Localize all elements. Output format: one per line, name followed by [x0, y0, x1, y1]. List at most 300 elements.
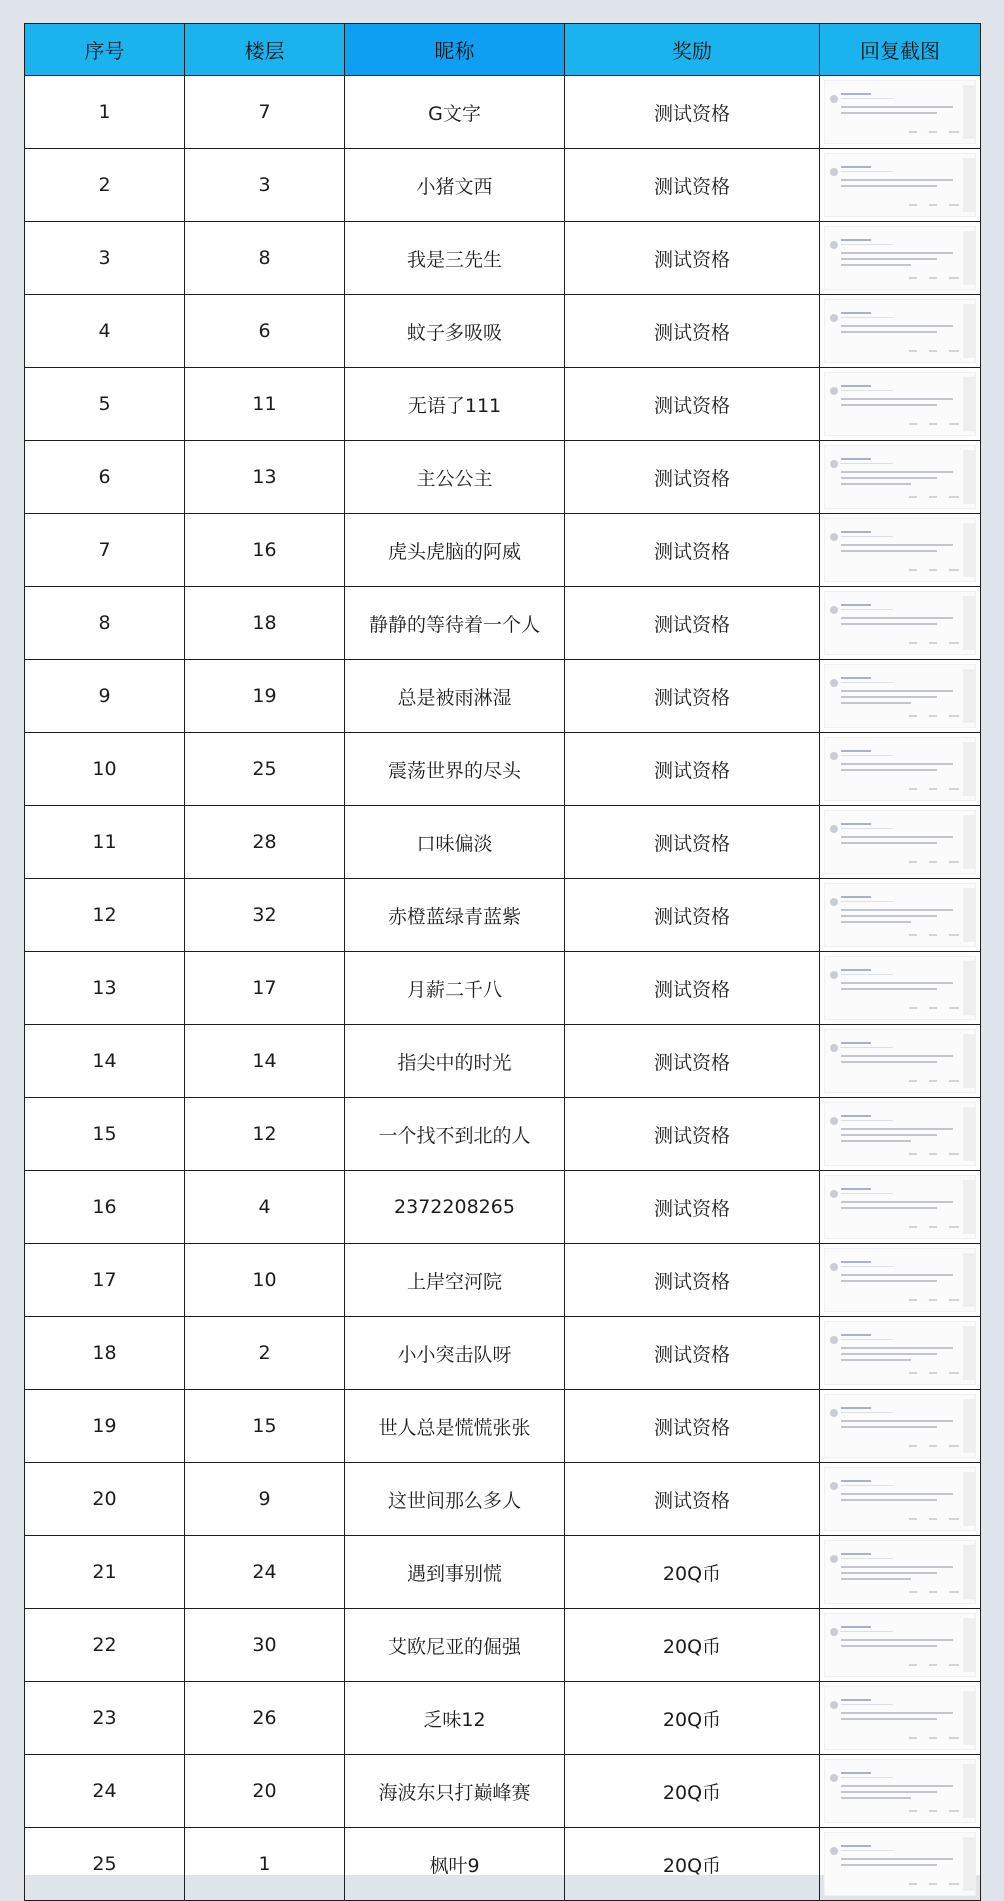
cell-nickname: 小猪文西 [345, 149, 565, 222]
thumbnail-text-line [841, 185, 937, 187]
table-row [25, 879, 981, 952]
thumbnail-actions [909, 496, 959, 498]
thumbnail-text-line [841, 909, 953, 911]
thumbnail-text-line [841, 544, 953, 546]
thumbnail-text-line [841, 1639, 953, 1641]
table-row [25, 1463, 981, 1536]
header-nickname: 昵称 [345, 24, 565, 76]
reply-screenshot-thumbnail[interactable] [824, 1613, 976, 1677]
thumbnail-text-line [841, 690, 953, 692]
cell-index: 15 [25, 1098, 185, 1171]
thumbnail-actions [909, 1007, 959, 1009]
thumbnail-name-line [841, 823, 871, 825]
avatar-icon [830, 1190, 838, 1198]
cell-index: 1 [25, 76, 185, 149]
thumbnail-actions [909, 1299, 959, 1301]
cell-floor: 16 [185, 514, 345, 587]
thumbnail-text-line [841, 982, 953, 984]
cell-index: 21 [25, 1536, 185, 1609]
avatar-icon [830, 679, 838, 687]
reply-screenshot-thumbnail[interactable] [824, 1394, 976, 1458]
thumbnail-meta-line [841, 1339, 893, 1340]
thumbnail-text-line [841, 1493, 953, 1495]
thumbnail-text-line [841, 1134, 937, 1136]
thumbnail-text-line [841, 550, 937, 552]
table-row [25, 149, 981, 222]
table-row [25, 1171, 981, 1244]
cell-floor: 10 [185, 1244, 345, 1317]
reply-screenshot-thumbnail[interactable] [824, 1540, 976, 1604]
thumbnail-actions [909, 423, 959, 425]
thumbnail-scroll-edge [963, 1545, 975, 1599]
cell-nickname: 我是三先生 [345, 222, 565, 295]
avatar-icon [830, 1774, 838, 1782]
thumbnail-scroll-edge [963, 450, 975, 504]
reply-screenshot-thumbnail[interactable] [824, 1175, 976, 1239]
thumbnail-name-line [841, 1480, 871, 1482]
avatar-icon [830, 1117, 838, 1125]
thumbnail-scroll-edge [963, 815, 975, 869]
reply-screenshot-thumbnail[interactable] [824, 80, 976, 144]
thumbnail-text-line [841, 1566, 953, 1568]
thumbnail-name-line [841, 312, 871, 314]
winners-sheet [24, 23, 980, 1875]
cell-reward: 测试资格 [565, 76, 820, 149]
cell-nickname: 乏味12 [345, 1682, 565, 1755]
cell-index: 5 [25, 368, 185, 441]
thumbnail-text-line [841, 325, 953, 327]
table-row [25, 1390, 981, 1463]
cell-nickname: 赤橙蓝绿青蓝紫 [345, 879, 565, 952]
thumbnail-name-line [841, 1407, 871, 1409]
reply-screenshot-thumbnail[interactable] [824, 372, 976, 436]
thumbnail-name-line [841, 1553, 871, 1555]
cell-nickname: 主公公主 [345, 441, 565, 514]
thumbnail-text-line [841, 1785, 953, 1787]
cell-reward: 测试资格 [565, 1025, 820, 1098]
thumbnail-text-line [841, 1274, 953, 1276]
reply-screenshot-thumbnail[interactable] [824, 956, 976, 1020]
table-row [25, 587, 981, 660]
avatar-icon [830, 1263, 838, 1271]
cell-reward: 20Q币 [565, 1536, 820, 1609]
cell-screenshot [820, 1171, 981, 1244]
cell-screenshot [820, 1828, 981, 1901]
cell-index: 9 [25, 660, 185, 733]
thumbnail-actions [909, 1372, 959, 1374]
cell-reward: 20Q币 [565, 1828, 820, 1901]
thumbnail-scroll-edge [963, 377, 975, 431]
table-row [25, 222, 981, 295]
cell-floor: 12 [185, 1098, 345, 1171]
cell-index: 10 [25, 733, 185, 806]
cell-nickname: 艾欧尼亚的倔强 [345, 1609, 565, 1682]
cell-floor: 15 [185, 1390, 345, 1463]
thumbnail-name-line [841, 1115, 871, 1117]
cell-reward: 测试资格 [565, 806, 820, 879]
cell-reward: 测试资格 [565, 514, 820, 587]
cell-floor: 24 [185, 1536, 345, 1609]
reply-screenshot-thumbnail[interactable] [824, 883, 976, 947]
thumbnail-text-line [841, 258, 937, 260]
thumbnail-meta-line [841, 317, 893, 318]
reply-screenshot-thumbnail[interactable] [824, 1832, 976, 1896]
thumbnail-name-line [841, 1042, 871, 1044]
thumbnail-meta-line [841, 1631, 893, 1632]
cell-floor: 8 [185, 222, 345, 295]
thumbnail-text-line [841, 1280, 937, 1282]
avatar-icon [830, 95, 838, 103]
header-row [25, 24, 981, 76]
table-body [25, 76, 981, 1901]
cell-floor: 32 [185, 879, 345, 952]
thumbnail-scroll-edge [963, 1180, 975, 1234]
thumbnail-name-line [841, 1845, 871, 1847]
thumbnail-actions [909, 1664, 959, 1666]
cell-screenshot [820, 952, 981, 1025]
thumbnail-text-line [841, 1791, 937, 1793]
thumbnail-name-line [841, 531, 871, 533]
thumbnail-scroll-edge [963, 1837, 975, 1891]
header-floor: 楼层 [185, 24, 345, 76]
avatar-icon [830, 1482, 838, 1490]
thumbnail-actions [909, 1153, 959, 1155]
header-reward: 奖励 [565, 24, 820, 76]
thumbnail-text-line [841, 1864, 937, 1866]
thumbnail-name-line [841, 750, 871, 752]
table-row [25, 1682, 981, 1755]
reply-screenshot-thumbnail[interactable] [824, 1467, 976, 1531]
thumbnail-text-line [841, 1347, 953, 1349]
thumbnail-actions [909, 131, 959, 133]
cell-nickname: 震荡世界的尽头 [345, 733, 565, 806]
table-row [25, 1609, 981, 1682]
cell-screenshot [820, 733, 981, 806]
thumbnail-actions [909, 204, 959, 206]
winners-table [24, 23, 981, 1901]
thumbnail-text-line [841, 252, 953, 254]
reply-screenshot-thumbnail[interactable] [824, 1321, 976, 1385]
cell-screenshot [820, 441, 981, 514]
cell-floor: 17 [185, 952, 345, 1025]
cell-nickname: 枫叶9 [345, 1828, 565, 1901]
thumbnail-meta-line [841, 1120, 893, 1121]
cell-nickname: 2372208265 [345, 1171, 565, 1244]
thumbnail-text-line [841, 1499, 937, 1501]
thumbnail-scroll-edge [963, 1472, 975, 1526]
table-row [25, 660, 981, 733]
cell-index: 7 [25, 514, 185, 587]
table-row [25, 1755, 981, 1828]
cell-reward: 测试资格 [565, 733, 820, 806]
cell-screenshot [820, 295, 981, 368]
table-row [25, 514, 981, 587]
cell-screenshot [820, 514, 981, 587]
thumbnail-scroll-edge [963, 1107, 975, 1161]
cell-nickname: 口味偏淡 [345, 806, 565, 879]
thumbnail-text-line [841, 1128, 953, 1130]
cell-nickname: 这世间那么多人 [345, 1463, 565, 1536]
thumbnail-scroll-edge [963, 523, 975, 577]
cell-reward: 20Q币 [565, 1682, 820, 1755]
thumbnail-text-line [841, 617, 953, 619]
thumbnail-text-line [841, 1201, 953, 1203]
thumbnail-scroll-edge [963, 596, 975, 650]
cell-floor: 25 [185, 733, 345, 806]
table-row [25, 952, 981, 1025]
cell-nickname: 虎头虎脑的阿威 [345, 514, 565, 587]
thumbnail-scroll-edge [963, 1691, 975, 1745]
thumbnail-text-line [841, 915, 937, 917]
thumbnail-name-line [841, 677, 871, 679]
cell-reward: 测试资格 [565, 295, 820, 368]
reply-screenshot-thumbnail[interactable] [824, 445, 976, 509]
cell-nickname: 遇到事别慌 [345, 1536, 565, 1609]
thumbnail-name-line [841, 1188, 871, 1190]
thumbnail-meta-line [841, 463, 893, 464]
thumbnail-scroll-edge [963, 961, 975, 1015]
cell-screenshot [820, 1390, 981, 1463]
avatar-icon [830, 460, 838, 468]
cell-nickname: 指尖中的时光 [345, 1025, 565, 1098]
cell-screenshot [820, 1682, 981, 1755]
thumbnail-text-line [841, 1426, 937, 1428]
thumbnail-text-line [841, 1645, 937, 1647]
cell-screenshot [820, 806, 981, 879]
reply-screenshot-thumbnail[interactable] [824, 226, 976, 290]
thumbnail-text-line [841, 921, 911, 923]
thumbnail-text-line [841, 1718, 937, 1720]
cell-screenshot [820, 1025, 981, 1098]
table-row [25, 806, 981, 879]
thumbnail-meta-line [841, 755, 893, 756]
table-row [25, 76, 981, 149]
thumbnail-meta-line [841, 1266, 893, 1267]
cell-floor: 6 [185, 295, 345, 368]
reply-screenshot-thumbnail[interactable] [824, 1248, 976, 1312]
table-row [25, 1025, 981, 1098]
avatar-icon [830, 314, 838, 322]
thumbnail-name-line [841, 239, 871, 241]
cell-nickname: 总是被雨淋湿 [345, 660, 565, 733]
thumbnail-text-line [841, 179, 953, 181]
thumbnail-text-line [841, 1353, 937, 1355]
thumbnail-text-line [841, 477, 937, 479]
cell-index: 25 [25, 1828, 185, 1901]
table-row [25, 441, 981, 514]
thumbnail-text-line [841, 1572, 937, 1574]
cell-nickname: 蚊子多吸吸 [345, 295, 565, 368]
thumbnail-text-line [841, 264, 911, 266]
table-row [25, 733, 981, 806]
cell-floor: 7 [185, 76, 345, 149]
cell-floor: 11 [185, 368, 345, 441]
thumbnail-actions [909, 715, 959, 717]
avatar-icon [830, 1336, 838, 1344]
cell-screenshot [820, 660, 981, 733]
reply-screenshot-thumbnail[interactable] [824, 518, 976, 582]
cell-floor: 4 [185, 1171, 345, 1244]
cell-reward: 测试资格 [565, 368, 820, 441]
thumbnail-text-line [841, 769, 937, 771]
cell-floor: 26 [185, 1682, 345, 1755]
thumbnail-actions [909, 1445, 959, 1447]
cell-index: 14 [25, 1025, 185, 1098]
cell-index: 2 [25, 149, 185, 222]
cell-screenshot [820, 1317, 981, 1390]
cell-reward: 测试资格 [565, 660, 820, 733]
thumbnail-meta-line [841, 682, 893, 683]
thumbnail-actions [909, 642, 959, 644]
thumbnail-meta-line [841, 1047, 893, 1048]
cell-reward: 测试资格 [565, 149, 820, 222]
cell-floor: 13 [185, 441, 345, 514]
thumbnail-scroll-edge [963, 742, 975, 796]
table-row [25, 1317, 981, 1390]
reply-screenshot-thumbnail[interactable] [824, 299, 976, 363]
thumbnail-name-line [841, 1772, 871, 1774]
thumbnail-text-line [841, 1578, 911, 1580]
cell-screenshot [820, 879, 981, 952]
avatar-icon [830, 825, 838, 833]
avatar-icon [830, 971, 838, 979]
thumbnail-meta-line [841, 1412, 893, 1413]
reply-screenshot-thumbnail[interactable] [824, 1686, 976, 1750]
table-row [25, 368, 981, 441]
thumbnail-actions [909, 350, 959, 352]
thumbnail-name-line [841, 1261, 871, 1263]
thumbnail-meta-line [841, 901, 893, 902]
avatar-icon [830, 1044, 838, 1052]
cell-screenshot [820, 1463, 981, 1536]
avatar-icon [830, 1409, 838, 1417]
cell-nickname: 静静的等待着一个人 [345, 587, 565, 660]
cell-index: 23 [25, 1682, 185, 1755]
reply-screenshot-thumbnail[interactable] [824, 1029, 976, 1093]
cell-reward: 测试资格 [565, 1171, 820, 1244]
avatar-icon [830, 387, 838, 395]
thumbnail-text-line [841, 623, 937, 625]
cell-reward: 测试资格 [565, 1098, 820, 1171]
cell-reward: 测试资格 [565, 587, 820, 660]
thumbnail-meta-line [841, 1485, 893, 1486]
thumbnail-text-line [841, 106, 953, 108]
thumbnail-actions [909, 1080, 959, 1082]
table-row [25, 295, 981, 368]
thumbnail-actions [909, 861, 959, 863]
cell-floor: 20 [185, 1755, 345, 1828]
thumbnail-text-line [841, 1420, 953, 1422]
thumbnail-scroll-edge [963, 158, 975, 212]
cell-screenshot [820, 149, 981, 222]
cell-index: 18 [25, 1317, 185, 1390]
thumbnail-actions [909, 1518, 959, 1520]
thumbnail-actions [909, 934, 959, 936]
cell-floor: 19 [185, 660, 345, 733]
reply-screenshot-thumbnail[interactable] [824, 1102, 976, 1166]
avatar-icon [830, 1701, 838, 1709]
thumbnail-text-line [841, 1055, 953, 1057]
thumbnail-text-line [841, 763, 953, 765]
avatar-icon [830, 1847, 838, 1855]
cell-index: 17 [25, 1244, 185, 1317]
cell-reward: 20Q币 [565, 1609, 820, 1682]
thumbnail-actions [909, 1737, 959, 1739]
reply-screenshot-thumbnail[interactable] [824, 737, 976, 801]
avatar-icon [830, 1628, 838, 1636]
thumbnail-text-line [841, 836, 953, 838]
thumbnail-meta-line [841, 974, 893, 975]
table-row [25, 1244, 981, 1317]
cell-screenshot [820, 587, 981, 660]
thumbnail-meta-line [841, 1558, 893, 1559]
thumbnail-scroll-edge [963, 1618, 975, 1672]
reply-screenshot-thumbnail[interactable] [824, 591, 976, 655]
thumbnail-scroll-edge [963, 1253, 975, 1307]
thumbnail-text-line [841, 331, 937, 333]
thumbnail-text-line [841, 702, 911, 704]
reply-screenshot-thumbnail[interactable] [824, 153, 976, 217]
cell-screenshot [820, 1536, 981, 1609]
cell-index: 24 [25, 1755, 185, 1828]
cell-reward: 测试资格 [565, 1317, 820, 1390]
thumbnail-meta-line [841, 1850, 893, 1851]
thumbnail-actions [909, 1591, 959, 1593]
thumbnail-text-line [841, 398, 953, 400]
cell-nickname: 上岸空河院 [345, 1244, 565, 1317]
thumbnail-name-line [841, 1626, 871, 1628]
thumbnail-text-line [841, 112, 937, 114]
cell-nickname: 无语了111 [345, 368, 565, 441]
cell-reward: 测试资格 [565, 952, 820, 1025]
thumbnail-name-line [841, 385, 871, 387]
reply-screenshot-thumbnail[interactable] [824, 664, 976, 728]
thumbnail-name-line [841, 166, 871, 168]
thumbnail-meta-line [841, 98, 893, 99]
cell-nickname: 世人总是慌慌张张 [345, 1390, 565, 1463]
thumbnail-text-line [841, 842, 937, 844]
thumbnail-meta-line [841, 1193, 893, 1194]
thumbnail-scroll-edge [963, 231, 975, 285]
cell-reward: 测试资格 [565, 1390, 820, 1463]
reply-screenshot-thumbnail[interactable] [824, 810, 976, 874]
cell-index: 3 [25, 222, 185, 295]
thumbnail-scroll-edge [963, 888, 975, 942]
cell-floor: 28 [185, 806, 345, 879]
header-screenshot: 回复截图 [820, 24, 981, 76]
thumbnail-scroll-edge [963, 1326, 975, 1380]
thumbnail-scroll-edge [963, 1034, 975, 1088]
thumbnail-text-line [841, 1359, 911, 1361]
thumbnail-actions [909, 277, 959, 279]
avatar-icon [830, 533, 838, 541]
reply-screenshot-thumbnail[interactable] [824, 1759, 976, 1823]
cell-floor: 2 [185, 1317, 345, 1390]
thumbnail-text-line [841, 483, 911, 485]
thumbnail-text-line [841, 696, 937, 698]
cell-reward: 测试资格 [565, 441, 820, 514]
avatar-icon [830, 1555, 838, 1563]
thumbnail-actions [909, 788, 959, 790]
cell-screenshot [820, 222, 981, 295]
thumbnail-meta-line [841, 828, 893, 829]
thumbnail-actions [909, 1226, 959, 1228]
cell-screenshot [820, 1244, 981, 1317]
thumbnail-meta-line [841, 609, 893, 610]
thumbnail-text-line [841, 1140, 911, 1142]
cell-index: 8 [25, 587, 185, 660]
avatar-icon [830, 752, 838, 760]
